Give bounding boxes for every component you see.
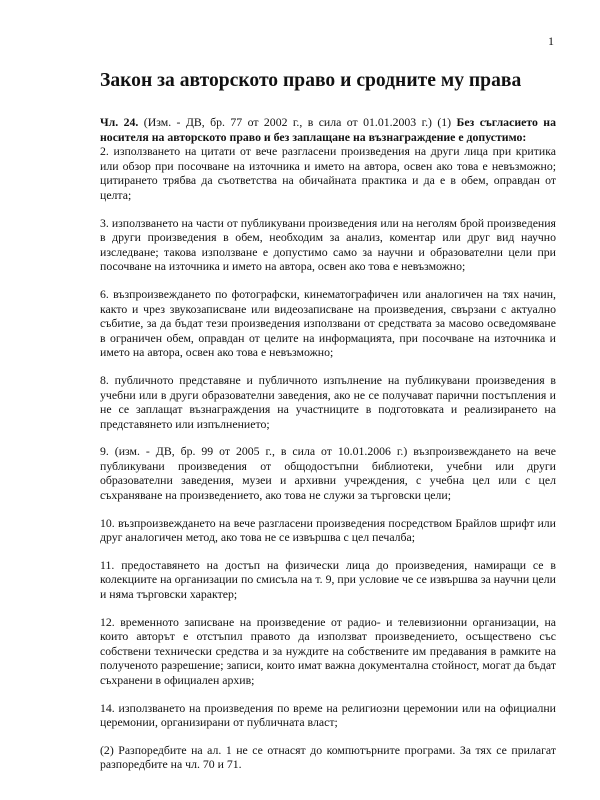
item-12: 12. временното записване на произведение от радио- и телевизионни организации, на които авторът е отстъпил правото да използват произведението, осъществено със собствени технически средства и за нуждите на собствените им предавания в рамките на полученото разрешение; записи, които имат важна документална стойност, могат да бъдат съхранени в официален архив;	[100, 614, 556, 687]
item-9: 9. (изм. - ДВ, бр. 99 от 2005 г., в сила от 10.01.2006 г.) възпроизвеждането на вече публикувани произведения от общодостъпни библиотеки, учебни или други образователни заведения, музеи и архивни учреждения, с учебна цел или с цел съхраняване на произведението, ако това не служи за търговски цели;	[100, 444, 556, 503]
item-10: 10. възпроизвеждането на вече разгласени произведения посредством Брайлов шрифт или друг аналогичен метод, ако това не се извършва с цел печалба;	[100, 515, 556, 545]
document-title: Закон за авторското право и сродните му права	[100, 70, 522, 91]
item-8: 8. публичното представяне и публичното изпълнение на публикувани произведения в учебни или в други образователни заведения, ако не се получават парични постъпления и не се заплащат възнаграждения на участниците в подготовката и реализирането на представянето или изпълнението;	[100, 372, 556, 431]
paragraph-2: (2) Разпоредбите на ал. 1 не се отнасят до компютърните програми. За тях се прилагат разпоредбите на чл. 70 и 71.	[100, 742, 556, 772]
item-2: 2. използването на цитати от вече разгласени произведения на други лица при критика или обзор при посочване на източника и името на автора, освен ако това е невъзможно; цитирането трябва да съответства на обичайната практика и да е в обем, оправдан от целта;	[100, 144, 556, 202]
item-3: 3. използването на части от публикувани произведения или на неголям брой произведения в други произведения в обем, необходим за анализ, коментар или друг вид научно изследване; такова използване е допустимо само за научни и образователни цели при посочване на източника и името на автора, освен ако това е невъзможно;	[100, 215, 556, 274]
article-lead-text: Без съгласието на носителя на авторското право и без заплащане на възнаграждение е допустимо:	[100, 115, 556, 144]
article-lead	[100, 115, 556, 144]
document-page	[100, 70, 556, 785]
item-14: 14. използването на произведения по време на религиозни церемонии или на официални церемонии, организирани от публичната власт;	[100, 700, 556, 730]
article-amendment: (Изм. - ДВ, бр. 77 от 2002 г., в сила от 01.01.2003 г.) (1)	[138, 115, 457, 129]
page-number: 1	[548, 34, 554, 48]
article-number: Чл. 24.	[100, 115, 139, 129]
item-11: 11. предоставянето на достъп на физически лица до произведения, намиращи се в колекциите на организации по смисъла на т. 9, при условие че се извършва за научни цели и няма търговски характер;	[100, 557, 556, 602]
item-6: 6. възпроизвеждането по фотографски, кинематографичен или аналогичен на тях начин, както и чрез звукозаписване или видеозаписване на произведения, свързани с актуално събитие, за да бъдат тези произведения използвани от средствата за масово осведомяване в ограничен обем, оправдан от целите на информацията, при посочване на източника и името на автора, освен ако това е невъзможно;	[100, 286, 556, 360]
